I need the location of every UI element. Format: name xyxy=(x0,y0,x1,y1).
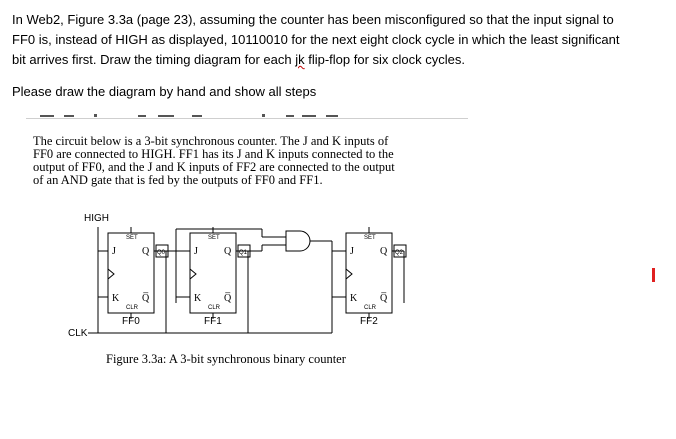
ff1-name: FF1 xyxy=(204,316,222,327)
ff2-j: J xyxy=(350,246,354,257)
ff1-qbar: Q̅ xyxy=(224,293,232,304)
ff2-set: SET xyxy=(364,235,376,241)
question-text xyxy=(12,10,664,70)
ff0-output-label: Q0 xyxy=(157,250,166,256)
counter-circuit-diagram xyxy=(60,205,420,345)
ff2-qbar: Q̅ xyxy=(380,293,388,304)
high-label: HIGH xyxy=(84,213,109,224)
spellcheck-word: jk xyxy=(295,52,305,67)
ff2-clr: CLR xyxy=(364,305,377,311)
question-line-3-end: flip-flop for six clock cycles. xyxy=(304,52,465,67)
paragraph-line: The circuit below is a 3-bit synchronous counter. The J and K inputs of xyxy=(33,134,389,148)
paragraph-line: output of FF0, and the J and K inputs of FF2 are connected to the output xyxy=(33,160,395,174)
text-cursor-mark xyxy=(652,268,655,282)
ff0-j: J xyxy=(112,246,116,257)
ff1-output-label: Q1 xyxy=(239,250,248,256)
ff1-set: SET xyxy=(208,235,220,241)
and-gate xyxy=(286,231,310,251)
request-text: Please draw the diagram by hand and show all steps xyxy=(12,84,317,99)
ff1-q: Q xyxy=(224,246,232,257)
clk-label: CLK xyxy=(68,328,88,339)
ff0-set: SET xyxy=(126,235,138,241)
question-line-1: In Web2, Figure 3.3a (page 23), assuming the counter has been misconfigured so that the input signal to xyxy=(12,12,614,27)
ff1-clr: CLR xyxy=(208,305,221,311)
paragraph-line: of an AND gate that is fed by the outputs of FF0 and FF1. xyxy=(33,173,323,187)
ff2-output-label: Q2 xyxy=(395,250,404,256)
question-line-3-start: bit arrives first. Draw the timing diagram for each xyxy=(12,52,296,67)
ff0-qbar: Q̅ xyxy=(142,293,150,304)
ff0-q: Q xyxy=(142,246,150,257)
figure-caption: Figure 3.3a: A 3-bit synchronous binary counter xyxy=(106,352,346,366)
ff2-name: FF2 xyxy=(360,316,378,327)
paragraph-line: FF0 are connected to HIGH. FF1 has its J and K inputs connected to the xyxy=(33,147,394,161)
ff1-j: J xyxy=(194,246,198,257)
ff0-k: K xyxy=(112,293,120,304)
ff0-name: FF0 xyxy=(122,316,140,327)
question-line-2: FF0 is, instead of HIGH as displayed, 10110010 for the next eight clock cycle in which the least significant xyxy=(12,32,620,47)
ff0-clr: CLR xyxy=(126,305,139,311)
textbook-paragraph xyxy=(33,135,453,187)
ff2-q: Q xyxy=(380,246,388,257)
ff1-k: K xyxy=(194,293,202,304)
ff2-k: K xyxy=(350,293,358,304)
question-line-3 xyxy=(12,50,664,70)
